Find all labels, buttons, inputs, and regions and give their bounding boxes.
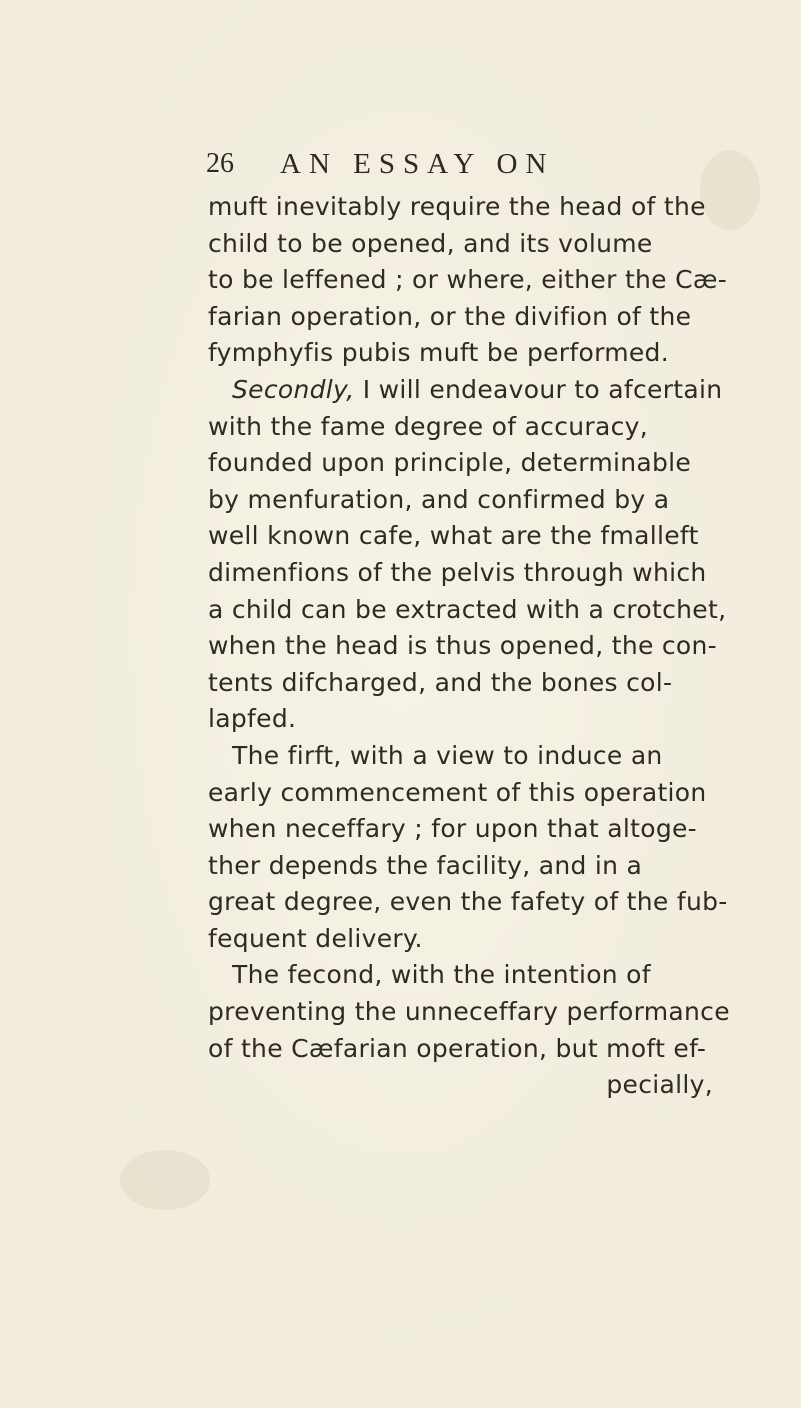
text-line: muft inevitably require the head of the xyxy=(208,192,706,221)
text-line: of the Cæfarian operation, but moft ef- xyxy=(208,1033,707,1063)
text-line: pecially, xyxy=(606,1070,713,1100)
text-line: early commencement of this operation xyxy=(208,777,707,807)
text-line: when the head is thus opened, the con- xyxy=(208,631,717,661)
text-line: ther depends the facility, and in a xyxy=(208,850,643,880)
text-line: a child can be extracted with a crotchet, xyxy=(208,594,727,624)
text-line: preventing the unneceffary performance xyxy=(208,997,730,1027)
text-line: farian operation, or the divifion of the xyxy=(208,301,692,331)
text-line: tents difcharged, and the bones col- xyxy=(208,667,673,697)
paper-stain xyxy=(120,1150,210,1210)
text-line: fequent delivery. xyxy=(208,923,423,953)
text-line: with the fame degree of accuracy, xyxy=(208,411,649,441)
text-line: lapfed. xyxy=(208,704,297,734)
body-text xyxy=(208,189,730,1104)
running-head: AN ESSAY ON xyxy=(280,148,555,180)
text-line xyxy=(208,372,723,409)
text-line: well known cafe, what are the fmalleft xyxy=(208,521,699,551)
text-line-continuation: I will endeavour to afcertain xyxy=(362,374,723,404)
text-line: great degree, even the fafety of the fub- xyxy=(208,887,728,917)
text-line: The fecond, with the intention of xyxy=(232,960,651,990)
text-line: when neceffary ; for upon that altoge- xyxy=(208,814,697,844)
text-line: child to be opened, and its volume xyxy=(208,228,653,258)
text-line: by menfuration, and confirmed by a xyxy=(208,484,670,514)
text-line: fymphyfis pubis muft be performed. xyxy=(208,338,669,368)
text-line: to be leffened ; or where, either the Cæ- xyxy=(208,265,728,295)
secondly-label: Secondly, xyxy=(232,374,355,404)
text-line: The firft, with a view to induce an xyxy=(232,740,663,770)
text-line: founded upon principle, determinable xyxy=(208,448,692,478)
page-header xyxy=(206,146,626,186)
page-number: 26 xyxy=(206,148,234,179)
text-line: dimenfions of the pelvis through which xyxy=(208,557,707,587)
